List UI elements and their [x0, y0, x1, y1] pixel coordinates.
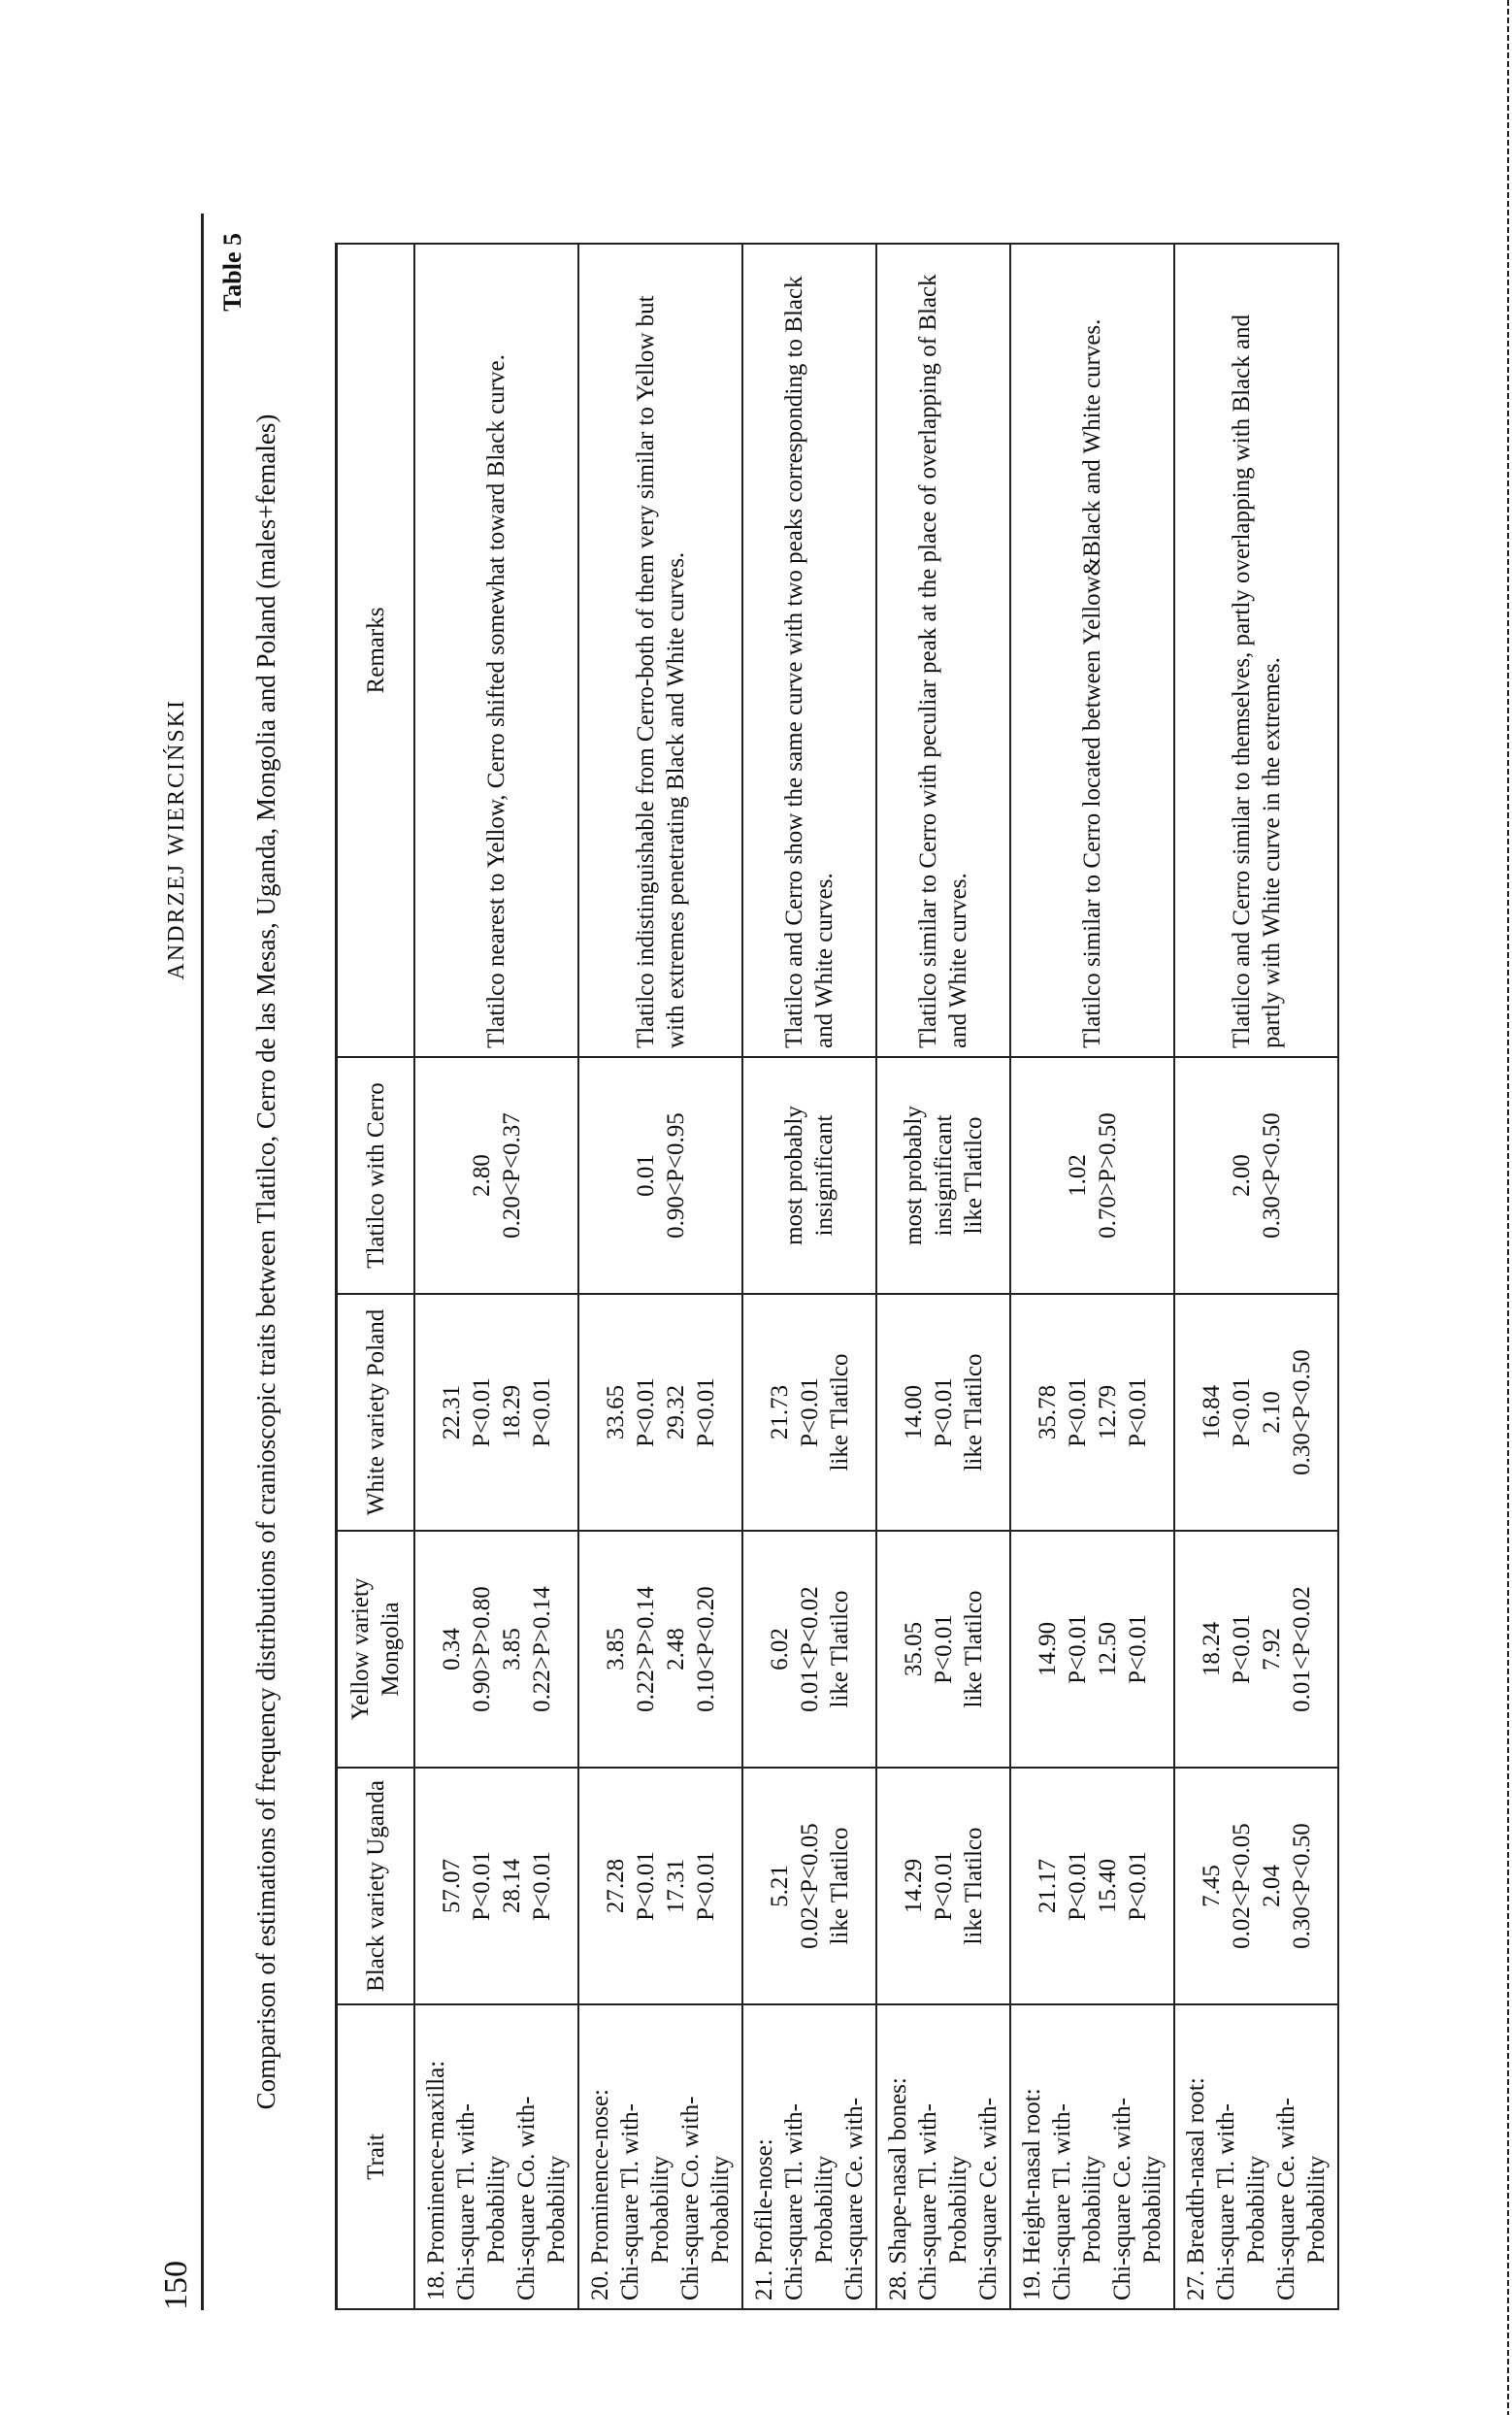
rotated-page: [150, 214, 1412, 2310]
cell-trait: [578, 2004, 742, 2309]
cell-line: 16.84: [1198, 1384, 1225, 1440]
cell-line: P<0.01: [930, 1614, 957, 1684]
cell-line: 35.78: [1034, 1384, 1061, 1440]
header-white: White variety Poland: [337, 1294, 415, 1531]
cell-line: 3.85: [498, 1628, 525, 1671]
cell-line: P<0.01: [1228, 1614, 1255, 1684]
cell-line: insignificant: [930, 1114, 957, 1237]
cell-line: P<0.01: [1064, 1614, 1091, 1684]
cell-line: most probably: [781, 1106, 807, 1245]
cell-line: Probability: [1139, 2155, 1166, 2264]
cell-line: most probably: [900, 1106, 927, 1245]
cell-line: P<0.01: [692, 1377, 719, 1447]
cell-line: like Tlatilco: [826, 1827, 853, 1945]
cell-line: P<0.01: [528, 1851, 555, 1921]
cell-line: 14.29: [900, 1858, 927, 1914]
cell-line: 0.02<P<0.05: [1228, 1823, 1255, 1949]
cell-trait: [414, 2004, 578, 2309]
cell-line: P<0.01: [930, 1851, 957, 1921]
cell-white: [1010, 1294, 1174, 1531]
cell-line: 18. Prominence-maxilla:: [423, 2060, 449, 2300]
cell-line: 7.92: [1258, 1628, 1285, 1671]
cell-trait: [1174, 2004, 1338, 2309]
cell-line: like Tlatilco: [960, 1353, 987, 1472]
cell-line: Chi-square Tl. with-: [1213, 2103, 1239, 2300]
cell-line: 0.30<P<0.50: [1258, 1112, 1285, 1239]
cell-cerro: [742, 1057, 876, 1294]
cell-line: P<0.01: [692, 1851, 719, 1921]
table-row: [742, 244, 876, 2309]
cell-line: P<0.01: [632, 1377, 659, 1447]
cell-cerro: [1010, 1057, 1174, 1294]
table-row: [414, 244, 578, 2309]
cell-white: [742, 1294, 876, 1531]
cell-line: 18.24: [1198, 1621, 1225, 1677]
cell-white: [876, 1294, 1010, 1531]
cell-line: Chi-square Tl. with-: [781, 2103, 807, 2300]
cell-line: like Tlatilco: [960, 1116, 987, 1235]
cell-line: 17.31: [662, 1858, 689, 1914]
data-table: [335, 243, 1339, 2310]
header-rule: [201, 214, 204, 2310]
cell-line: 12.50: [1094, 1621, 1121, 1677]
cell-line: like Tlatilco: [826, 1590, 853, 1708]
cell-line: P<0.01: [468, 1377, 495, 1447]
cell-line: Probability: [1243, 2155, 1269, 2264]
cell-line: 21. Profile-nose:: [751, 2138, 777, 2300]
cell-line: 35.05: [900, 1621, 927, 1677]
cell-black: [1174, 1768, 1338, 2004]
cell-cerro: [578, 1057, 742, 1294]
cell-line: P<0.01: [796, 1377, 823, 1447]
cell-remarks: Tlatilco similar to Cerro located between Yellow&Black and White curves.: [1010, 244, 1174, 1057]
cell-line: Probability: [647, 2155, 674, 2264]
cell-line: 0.30<P<0.50: [1288, 1349, 1315, 1475]
cell-trait: [876, 2004, 1010, 2309]
cell-line: 0.70>P>0.50: [1094, 1112, 1121, 1239]
page-edge-rule: [1507, 0, 1509, 2415]
cell-black: [578, 1768, 742, 2004]
cell-line: 33.65: [602, 1384, 629, 1440]
cell-black: [742, 1768, 876, 2004]
cell-line: P<0.01: [632, 1851, 659, 1921]
cell-remarks: Tlatilco nearest to Yellow, Cerro shifted somewhat toward Black curve.: [414, 244, 578, 1057]
cell-line: 0.02<P<0.05: [796, 1823, 823, 1949]
table-row: [578, 244, 742, 2309]
cell-line: 27.28: [602, 1858, 629, 1914]
cell-white: [578, 1294, 742, 1531]
cell-line: like Tlatilco: [960, 1590, 987, 1708]
cell-line: 2.00: [1228, 1154, 1255, 1197]
cell-line: 0.01: [632, 1154, 659, 1197]
cell-line: 0.01<P<0.02: [796, 1586, 823, 1712]
cell-line: 0.10<P<0.20: [692, 1586, 719, 1712]
cell-line: 0.22>P>0.14: [528, 1586, 555, 1712]
cell-line: Probability: [1303, 2155, 1330, 2264]
cell-line: 2.48: [662, 1628, 689, 1671]
cell-line: Chi-square Ce. with-: [841, 2098, 868, 2300]
cell-trait: [742, 2004, 876, 2309]
cell-line: 5.21: [766, 1865, 793, 1907]
cell-line: Probability: [945, 2155, 971, 2264]
cell-line: Chi-square Co. with-: [677, 2096, 704, 2300]
cell-line: P<0.01: [1228, 1377, 1255, 1447]
cell-line: 21.73: [766, 1384, 793, 1440]
cell-line: 28. Shape-nasal bones:: [885, 2077, 911, 2300]
cell-line: 2.80: [468, 1154, 495, 1197]
cell-line: Chi-square Ce. with-: [975, 2098, 1002, 2300]
cell-yellow: [876, 1531, 1010, 1768]
cell-line: 0.34: [438, 1628, 465, 1671]
cell-line: 2.04: [1258, 1865, 1285, 1907]
cell-trait: [1010, 2004, 1174, 2309]
cell-line: 0.90<P<0.95: [662, 1112, 689, 1239]
cell-line: insignificant: [811, 1114, 838, 1237]
cell-line: Chi-square Tl. with-: [1049, 2103, 1075, 2300]
cell-line: 12.79: [1094, 1384, 1121, 1440]
header-yellow: Yellow variety Mongolia: [337, 1531, 415, 1768]
cell-line: 0.90>P>0.80: [468, 1586, 495, 1712]
cell-white: [1174, 1294, 1338, 1531]
cell-line: P<0.01: [468, 1851, 495, 1921]
cell-line: P<0.01: [1064, 1851, 1091, 1921]
cell-line: 19. Height-nasal root:: [1019, 2088, 1045, 2300]
cell-white: [414, 1294, 578, 1531]
cell-black: [414, 1768, 578, 2004]
table-caption: Comparison of estimations of frequency distributions of cranioscopic traits between Tlatilco, Cerro de las Mesas, Uganda, Mongolia and Poland (males+females): [251, 414, 280, 2110]
cell-yellow: [1010, 1531, 1174, 1768]
page-number: 150: [158, 2261, 194, 2310]
cell-line: P<0.01: [1124, 1377, 1151, 1447]
cell-black: [1010, 1768, 1174, 2004]
cell-line: 2.10: [1258, 1391, 1285, 1434]
cell-line: P<0.01: [1124, 1851, 1151, 1921]
cell-line: 0.20<P<0.37: [498, 1112, 525, 1239]
cell-line: Probability: [707, 2155, 734, 2264]
header-cerro: Tlatilco with Cerro: [337, 1057, 415, 1294]
cell-line: Probability: [483, 2155, 509, 2264]
header-trait: Trait: [337, 2004, 415, 2309]
cell-line: 0.22>P>0.14: [632, 1586, 659, 1712]
cell-remarks: Tlatilco and Cerro show the same curve with two peaks corresponding to Black and White curves.: [742, 244, 876, 1057]
cell-line: 18.29: [498, 1384, 525, 1440]
cell-line: Probability: [1079, 2155, 1105, 2264]
header-black: Black variety Uganda: [337, 1768, 415, 2004]
cell-line: 14.00: [900, 1384, 927, 1440]
cell-yellow: [742, 1531, 876, 1768]
cell-line: 15.40: [1094, 1858, 1121, 1914]
cell-line: 7.45: [1198, 1865, 1225, 1907]
cell-line: 6.02: [766, 1628, 793, 1671]
table-row: [876, 244, 1010, 2309]
cell-line: 0.30<P<0.50: [1288, 1823, 1315, 1949]
cell-line: 28.14: [498, 1858, 525, 1914]
cell-line: 22.31: [438, 1384, 465, 1440]
table-row: [1010, 244, 1174, 2309]
cell-line: 29.32: [662, 1384, 689, 1440]
header-remarks: Remarks: [337, 244, 415, 1057]
cell-line: P<0.01: [930, 1377, 957, 1447]
table-label: Table 5: [218, 233, 247, 312]
cell-line: Chi-square Co. with-: [513, 2096, 540, 2300]
cell-line: P<0.01: [528, 1377, 555, 1447]
cell-line: Probability: [543, 2155, 570, 2264]
cell-yellow: [414, 1531, 578, 1768]
cell-line: Chi-square Ce. with-: [1273, 2098, 1299, 2300]
cell-line: 1.02: [1064, 1154, 1091, 1197]
cell-line: P<0.01: [1064, 1377, 1091, 1447]
cell-cerro: [1174, 1057, 1338, 1294]
cell-line: Chi-square Tl. with-: [915, 2103, 941, 2300]
cell-line: Chi-square Ce. with-: [1109, 2098, 1135, 2300]
cell-cerro: [876, 1057, 1010, 1294]
cell-line: 3.85: [602, 1628, 629, 1671]
cell-remarks: Tlatilco similar to Cerro with peculiar peak at the place of overlapping of Black and White curves.: [876, 244, 1010, 1057]
cell-remarks: Tlatilco and Cerro similar to themselves, partly overlapping with Black and partly with White curve in the extremes.: [1174, 244, 1338, 1057]
cell-cerro: [414, 1057, 578, 1294]
table-row: [1174, 244, 1338, 2309]
cell-line: like Tlatilco: [960, 1827, 987, 1945]
page-header: [150, 214, 209, 2310]
header-row: [337, 244, 415, 2309]
cell-line: Probability: [811, 2155, 838, 2264]
cell-yellow: [578, 1531, 742, 1768]
cell-line: Chi-square Tl. with-: [453, 2103, 479, 2300]
cell-line: P<0.01: [1124, 1614, 1151, 1684]
cell-yellow: [1174, 1531, 1338, 1768]
cell-line: 0.01<P<0.02: [1288, 1586, 1315, 1712]
cell-line: 57.07: [438, 1858, 465, 1914]
cell-line: 14.90: [1034, 1621, 1061, 1677]
cell-black: [876, 1768, 1010, 2004]
cell-line: 21.17: [1034, 1858, 1061, 1914]
cell-line: like Tlatilco: [826, 1353, 853, 1472]
cell-remarks: Tlatilco indistinguishable from Cerro-both of them very similar to Yellow but with extremes penetrating Black and White curves.: [578, 244, 742, 1057]
running-head: ANDRZEJ WIERCIŃSKI: [164, 699, 189, 980]
cell-line: 20. Prominence-nose:: [587, 2088, 613, 2300]
cell-line: 27. Breadth-nasal root:: [1183, 2077, 1209, 2300]
cell-line: Chi-square Tl. with-: [617, 2103, 643, 2300]
